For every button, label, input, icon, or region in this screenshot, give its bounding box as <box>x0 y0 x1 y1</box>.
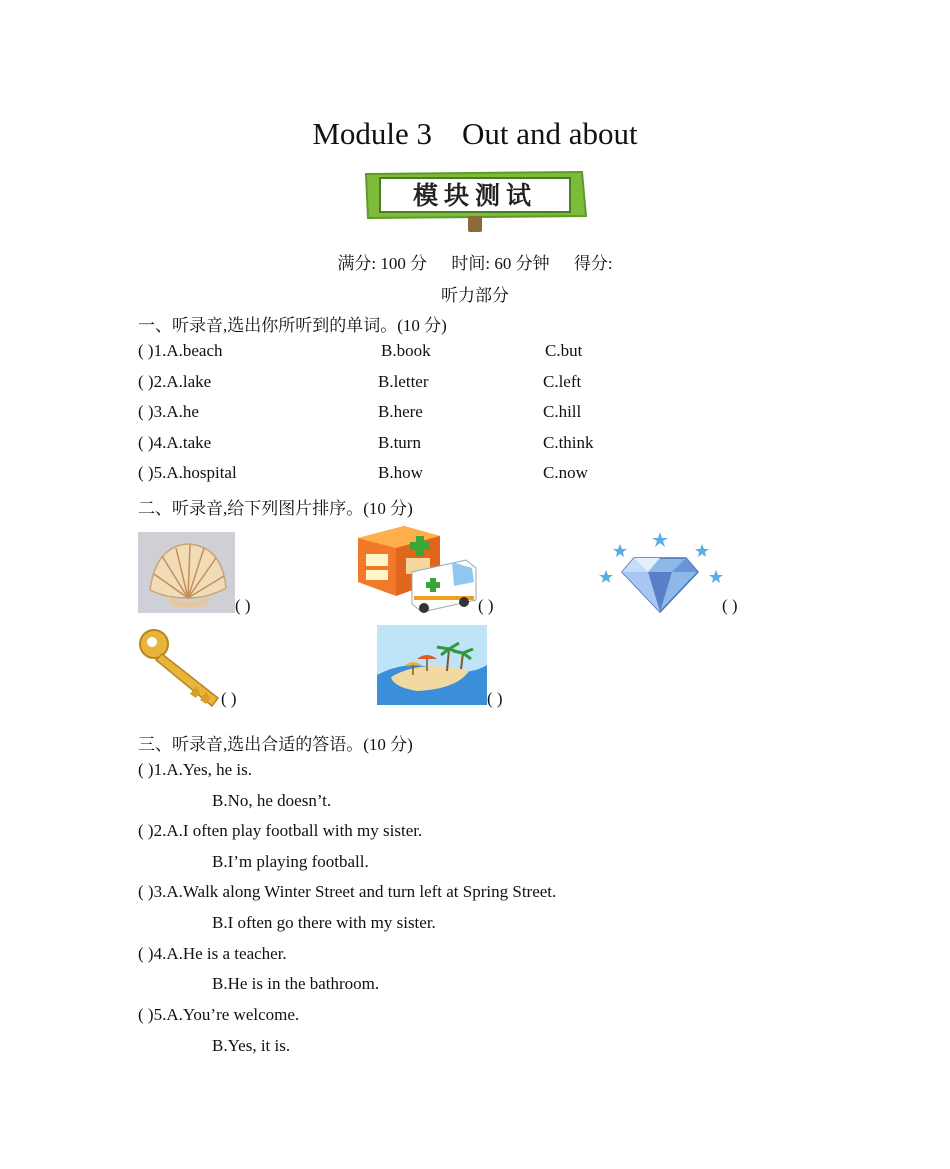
section3-heading: 三、听录音,选出合适的答语。(10 分) <box>138 735 413 754</box>
beach-image <box>377 625 487 705</box>
s1-q5-b: B.how <box>378 463 423 482</box>
s1-q4-b: B.turn <box>378 433 421 452</box>
s1-q2-b: B.letter <box>378 372 429 391</box>
exam-meta <box>0 249 950 274</box>
s1-q4: ( )4.A.take <box>138 433 212 452</box>
title-module: Module 3 <box>312 116 433 151</box>
s3-q3-b: B.I often go there with my sister. <box>212 913 436 932</box>
s3-q2-a: ( )2.A.I often play football with my sister. <box>138 821 423 840</box>
s3-q1-a: ( )1.A.Yes, he is. <box>138 760 252 779</box>
section2-heading: 二、听录音,给下列图片排序。(10 分) <box>138 499 413 518</box>
s1-q3-c: C.hill <box>543 402 582 421</box>
s3-q3-a: ( )3.A.Walk along Winter Street and turn left at Spring Street. <box>138 882 557 901</box>
time-label: 时间: 60 分钟 <box>451 254 550 273</box>
s1-q3-b: B.here <box>378 402 423 421</box>
s1-q1: ( )1.A.beach <box>138 341 223 360</box>
s1-q1-c: C.but <box>545 341 583 360</box>
s1-q5: ( )5.A.hospital <box>138 463 237 482</box>
s1-q4-c: C.think <box>543 433 594 452</box>
s1-q5-c: C.now <box>543 463 588 482</box>
s3-q5-b: B.Yes, it is. <box>212 1036 291 1055</box>
s1-q3: ( )3.A.he <box>138 402 199 421</box>
s3-q2-b: B.I’m playing football. <box>212 852 369 871</box>
section1-heading: 一、听录音,选出你所听到的单词。(10 分) <box>138 316 447 335</box>
got-label: 得分: <box>573 254 613 273</box>
s3-q5-a: ( )5.A.You’re welcome. <box>138 1005 300 1024</box>
s1-q2: ( )2.A.lake <box>138 372 212 391</box>
hospital-ambulance-image <box>356 522 478 614</box>
diamond-image <box>598 530 724 614</box>
score-label: 满分: 100 分 <box>337 254 428 273</box>
module-test-banner <box>360 168 590 236</box>
hospital-blank: ( ) <box>478 596 494 615</box>
banner-text: 模块测试 <box>412 181 538 210</box>
page-title <box>0 116 950 152</box>
s1-q1-b: B.book <box>381 341 431 360</box>
title-topic: Out and about <box>462 116 638 151</box>
key-image <box>138 628 226 708</box>
part-label: 听力部分 <box>441 286 509 305</box>
s3-q4-a: ( )4.A.He is a teacher. <box>138 944 287 963</box>
shell-image <box>138 532 235 613</box>
diamond-blank: ( ) <box>722 596 738 615</box>
s1-q2-c: C.left <box>543 372 582 391</box>
s3-q4-b: B.He is in the bathroom. <box>212 974 380 993</box>
key-blank: ( ) <box>221 689 237 708</box>
s3-q1-b: B.No, he doesn’t. <box>212 791 332 810</box>
shell-blank: ( ) <box>235 596 251 615</box>
beach-blank: ( ) <box>487 689 503 708</box>
